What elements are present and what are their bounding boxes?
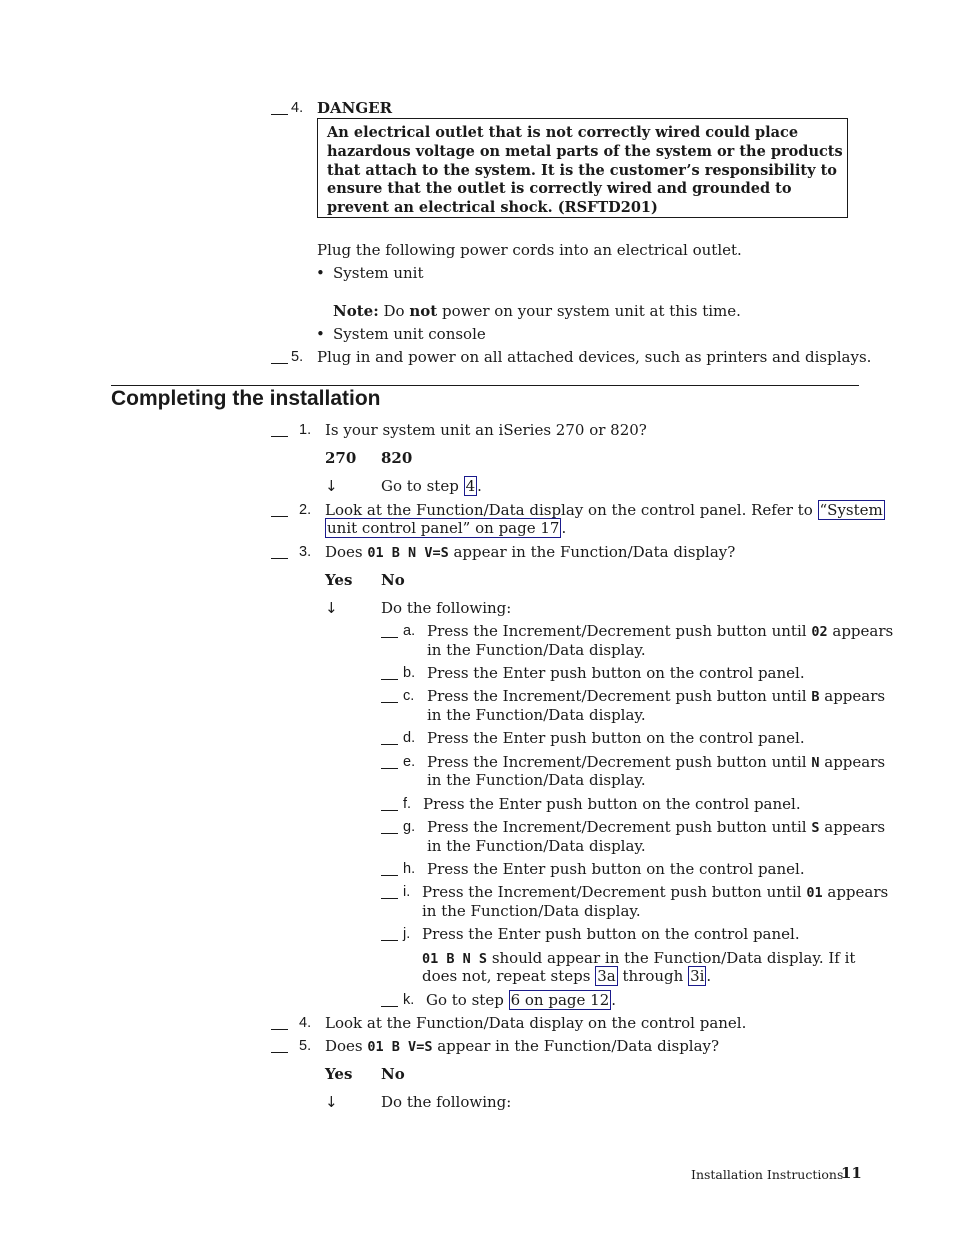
answer-header-no: No xyxy=(381,1065,405,1083)
substep-note: 01 B N S should appear in the Function/Data display. If it xyxy=(422,949,856,967)
checkbox-blank xyxy=(271,423,288,437)
answer-header-no: No xyxy=(381,571,405,589)
answer-header-yes: Yes xyxy=(325,1065,353,1083)
step-number: 5. xyxy=(299,1038,312,1054)
checkbox-blank xyxy=(381,862,398,876)
checkbox-blank xyxy=(381,797,398,811)
substep-letter: i. xyxy=(403,884,411,900)
checkbox-blank xyxy=(381,731,398,745)
checkbox-blank xyxy=(381,755,398,769)
step-text-continued: unit control panel” on page 17 . xyxy=(327,519,567,537)
down-arrow-icon: ↓ xyxy=(325,477,338,495)
cross-reference-link[interactable]: “System xyxy=(819,501,883,519)
substep-text-continued: in the Function/Data display. xyxy=(427,771,646,789)
bullet-icon: • xyxy=(316,264,325,282)
down-arrow-icon: ↓ xyxy=(325,599,338,617)
step-link[interactable]: 3i xyxy=(690,967,705,985)
display-code: 01 B V=S xyxy=(367,1039,433,1055)
step-number: 3. xyxy=(299,544,312,560)
checkbox-blank xyxy=(271,1016,288,1030)
substep-letter: c. xyxy=(403,688,415,704)
checkbox-blank xyxy=(271,503,288,517)
checkbox-blank xyxy=(271,350,288,364)
checkbox-blank xyxy=(381,993,398,1007)
do-following: Do the following: xyxy=(381,1093,512,1111)
danger-notice-box xyxy=(317,118,848,218)
danger-title: DANGER xyxy=(317,99,393,117)
step-number: 5. xyxy=(291,349,304,365)
substep-letter: f. xyxy=(403,796,412,812)
checkbox-blank xyxy=(381,624,398,638)
go-to-step: Go to step 4 . xyxy=(381,477,482,495)
page-number: 11 xyxy=(841,1164,862,1182)
danger-text: An electrical outlet that is not correctly wired could place hazardous voltage on metal parts of the system or the products that attach to the system. It is the customer’s responsibility to ensure that the outlet is correctly wired and grounded to prevent an electrical shock. (RSFTD201) xyxy=(327,124,843,217)
step-link[interactable]: 3a xyxy=(597,967,616,985)
checkbox-blank xyxy=(381,689,398,703)
substep-text: Go to step 6 on page 12 . xyxy=(426,991,617,1009)
step-text: Does 01 B V=S appear in the Function/Data display? xyxy=(325,1037,720,1055)
substep-letter: k. xyxy=(403,992,415,1008)
step-link[interactable]: 4 xyxy=(465,477,476,495)
substep-text: Press the Increment/Decrement push button until S appears xyxy=(427,818,886,836)
substep-text: Press the Enter push button on the control panel. xyxy=(423,795,801,813)
step-number: 2. xyxy=(299,502,312,518)
substep-letter: e. xyxy=(403,754,416,770)
substep-letter: b. xyxy=(403,665,416,681)
substep-letter: a. xyxy=(403,623,416,639)
substep-letter: d. xyxy=(403,730,416,746)
step-text: Is your system unit an iSeries 270 or 820? xyxy=(325,421,647,439)
substep-letter: g. xyxy=(403,819,416,835)
checkbox-blank xyxy=(381,885,398,899)
step-link[interactable]: 6 on page 12 xyxy=(510,991,610,1009)
section-divider xyxy=(111,385,859,386)
substep-text-continued: in the Function/Data display. xyxy=(427,837,646,855)
do-following: Do the following: xyxy=(381,599,512,617)
step-text: Plug in and power on all attached devices, such as printers and displays. xyxy=(317,348,872,366)
note: Note: Do not power on your system unit at this time. xyxy=(333,302,741,320)
checkbox-blank xyxy=(271,101,288,115)
substep-text-continued: in the Function/Data display. xyxy=(422,902,641,920)
plug-instruction: Plug the following power cords into an electrical outlet. xyxy=(317,241,742,259)
substep-letter: h. xyxy=(403,861,416,877)
step-number: 1. xyxy=(299,422,312,438)
step-number: 4. xyxy=(299,1015,312,1031)
checkbox-blank xyxy=(381,666,398,680)
substep-text: Press the Enter push button on the control panel. xyxy=(427,860,805,878)
substep-letter: j. xyxy=(403,926,411,942)
substep-text: Press the Increment/Decrement push button until B appears xyxy=(427,687,886,705)
bullet-icon: • xyxy=(316,325,325,343)
answer-header-820: 820 xyxy=(381,449,413,467)
down-arrow-icon: ↓ xyxy=(325,1093,338,1111)
step-number: 4. xyxy=(291,100,304,116)
checkbox-blank xyxy=(271,545,288,559)
step-text: Look at the Function/Data display on the control panel. xyxy=(325,1014,747,1032)
cross-reference-link[interactable]: unit control panel” on page 17 xyxy=(327,519,560,537)
display-code: 01 B N V=S xyxy=(367,545,449,561)
substep-text: Press the Enter push button on the control panel. xyxy=(427,664,805,682)
checkbox-blank xyxy=(381,820,398,834)
substep-text: Press the Enter push button on the control panel. xyxy=(422,925,800,943)
bullet-item-system-unit: System unit xyxy=(333,264,424,282)
checkbox-blank xyxy=(381,927,398,941)
substep-text: Press the Enter push button on the control panel. xyxy=(427,729,805,747)
answer-header-270: 270 xyxy=(325,449,357,467)
substep-text-continued: in the Function/Data display. xyxy=(427,641,646,659)
answer-header-yes: Yes xyxy=(325,571,353,589)
checkbox-blank xyxy=(271,1039,288,1053)
substep-text: Press the Increment/Decrement push button until 02 appears xyxy=(427,622,894,640)
step-text: Does 01 B N V=S appear in the Function/Data display? xyxy=(325,543,736,561)
substep-text: Press the Increment/Decrement push button until 01 appears xyxy=(422,883,889,901)
footer-label: Installation Instructions xyxy=(691,1167,844,1182)
substep-note-continued: does not, repeat steps 3a through 3i . xyxy=(422,967,712,985)
substep-text: Press the Increment/Decrement push button until N appears xyxy=(427,753,886,771)
bullet-item-console: System unit console xyxy=(333,325,486,343)
section-title: Completing the installation xyxy=(111,387,381,410)
step-text: Look at the Function/Data display on the control panel. Refer to “System xyxy=(325,501,883,519)
substep-text-continued: in the Function/Data display. xyxy=(427,706,646,724)
